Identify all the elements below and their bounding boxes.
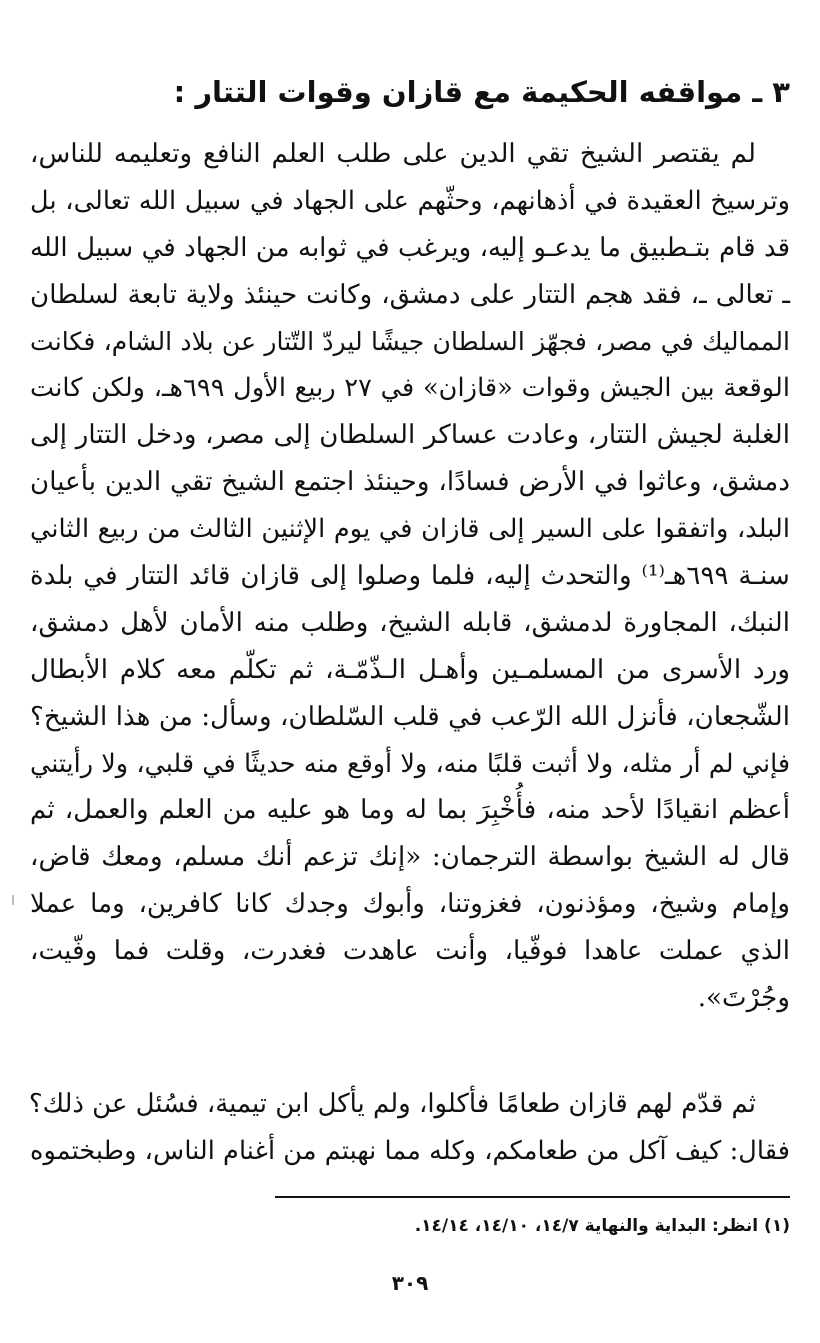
text-line: الوقعة بين الجيش وقوات «قازان» في ٢٧ ربيع الأول ٦٩٩هـ، ولكن كانت bbox=[30, 373, 791, 404]
text-line: ورد الأسرى من المسلمـين وأهـل الـذّمّـة، ثم تكلّم معه كلام الأبطال bbox=[30, 654, 790, 685]
text-line: قد قام بتـطبيق ما يدعـو إليه، ويرغب في ثوابه من الجهاد في سبيل الله bbox=[30, 232, 790, 263]
text-line: لم يقتصر الشيخ تقي الدين على طلب العلم النافع وتعليمه للناس، bbox=[30, 139, 756, 169]
text-line: وترسيخ العقيدة في أذهانهم، وحثّهم على الجهاد في سبيل الله تعالى، بل bbox=[30, 185, 790, 216]
text-line: قال له الشيخ بواسطة الترجمان: «إنك تزعم أنك مسلم، ومعك قاض، bbox=[30, 842, 790, 873]
text-line: الذي عملت عاهدا فوفّيا، وأنت عاهدت فغدرت، وقلت فما وفّيت، bbox=[30, 936, 790, 967]
text-line: فإني لم أر مثله، ولا أثبت قلبًا منه، ولا أوقع منه حديثًا في قلبي، ولا رأيتني bbox=[30, 748, 790, 779]
text-line: المماليك في مصر، فجهّز السلطان جيشًا ليردّ التّتار عن بلاد الشام، فكانت bbox=[30, 326, 790, 356]
text-line: النبك، المجاورة لدمشق، قابله الشيخ، وطلب منه الأمان لأهل دمشق، bbox=[30, 607, 790, 638]
text-line: وجُرْتَ». bbox=[697, 983, 790, 1014]
text-line: الغلبة لجيش التتار، وعادت عساكر السلطان إلى مصر، ودخل التتار إلى bbox=[30, 420, 790, 451]
paragraph-2 bbox=[30, 1081, 790, 1175]
section-heading: ٣ ـ مواقفه الحكيمة مع قازان وقوات التتار : bbox=[173, 75, 790, 109]
text-line: ثم قدّم لهم قازان طعامًا فأكلوا، ولم يأكل ابن تيمية، فسُئل عن ذلك؟ bbox=[28, 1089, 756, 1119]
text-line: سنـة ٦٩٩هـ⁽¹⁾ والتحدث إليه، فلما وصلوا إلى قازان قائد التتار في بلدة bbox=[30, 561, 790, 592]
page-number: ٣٠٩ bbox=[391, 1271, 429, 1295]
text-line: ـ تعالى ـ، فقد هجم التتار على دمشق، وكانت حينئذ ولاية تابعة لسلطان bbox=[30, 279, 790, 310]
scan-mark bbox=[12, 895, 14, 905]
text-line: أعظم انقيادًا لأحد منه، فأُخْبِرَ بما له وما هو عليه من العلم والعمل، ثم bbox=[30, 795, 790, 826]
footnote: (١) انظر: البداية والنهاية ١٤/٧، ١٤/١٠، ١٤/١٤. bbox=[414, 1216, 790, 1236]
text-line: الشّجعان، فأنزل الله الرّعب في قلب السّلطان، وسأل: من هذا الشيخ؟ bbox=[30, 701, 790, 732]
paragraph-1 bbox=[30, 131, 790, 1022]
text-line: البلد، واتفقوا على السير إلى قازان في يوم الإثنين الثالث من ربيع الثاني bbox=[30, 514, 790, 545]
footnote-divider bbox=[275, 1196, 790, 1198]
text-line: فقال: كيف آكل من طعامكم، وكله مما نهبتم من أغنام الناس، وطبختموه bbox=[30, 1135, 790, 1166]
text-line: وإمام وشيخ، ومؤذنون، فغزوتنا، وأبوك وجدك كانا كافرين، وما عملا bbox=[30, 889, 790, 920]
text-line: دمشق، وعاثوا في الأرض فسادًا، وحينئذ اجتمع الشيخ تقي الدين بأعيان bbox=[30, 467, 790, 498]
